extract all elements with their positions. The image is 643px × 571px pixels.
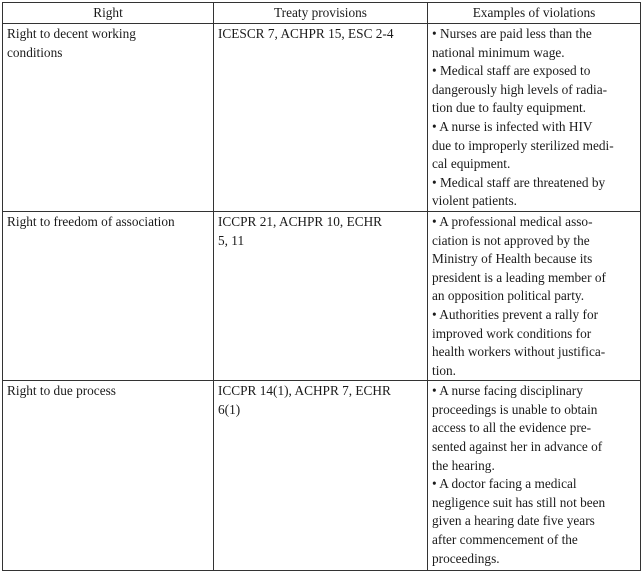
cell-line: negligence suit has still not been (432, 494, 606, 510)
cell-line: sented against her in advance of (432, 439, 603, 455)
table-row (3, 24, 641, 212)
cell-line: an opposition political party. (432, 288, 585, 304)
cell-line: due to improperly sterilized medi- (432, 137, 614, 153)
cell-line: ICCPR 14(1), ACHPR 7, ECHR (218, 383, 391, 399)
cell-line: • A nurse is infected with HIV (432, 118, 593, 134)
cell-line: violent patients. (432, 193, 517, 209)
cell-line: conditions (7, 44, 63, 60)
cell-line: Right to due process (7, 383, 116, 399)
cell-line: ICESCR 7, ACHPR 15, ESC 2-4 (218, 26, 394, 41)
header-row (3, 3, 641, 24)
cell-line: • Medical staff are threatened by (432, 174, 606, 190)
treaty-provisions-cell (214, 381, 428, 571)
cell-line: given a hearing date five years (432, 513, 595, 529)
cell-line: Ministry of Health because its (432, 251, 593, 267)
cell-line: • A professional medical asso- (432, 213, 593, 229)
cell-line: tion. (432, 362, 457, 378)
header-examples-of-violations: Examples of violations (428, 3, 641, 24)
cell-line: tion due to faulty equipment. (432, 100, 586, 116)
cell-line: dangerously high levels of radia- (432, 81, 608, 97)
cell-line: • Nurses are paid less than the (432, 26, 592, 41)
cell-line: after commencement of the (432, 532, 578, 548)
treaty-provisions-cell (214, 211, 428, 380)
cell-line: Right to freedom of association (7, 213, 175, 229)
cell-line: Right to decent working (7, 26, 136, 41)
cell-line: cal equipment. (432, 156, 511, 172)
cell-line: the hearing. (432, 457, 495, 473)
header-right: Right (3, 3, 214, 24)
examples-cell (428, 211, 641, 380)
right-cell (3, 211, 214, 380)
cell-line: health workers without justifica- (432, 344, 606, 360)
right-cell (3, 24, 214, 212)
cell-line: • Authorities prevent a rally for (432, 306, 599, 322)
table-row (3, 381, 641, 571)
treaty-provisions-cell (214, 24, 428, 212)
cell-line: proceedings is unable to obtain (432, 401, 598, 417)
table-row (3, 211, 641, 380)
cell-line: 5, 11 (218, 232, 245, 248)
cell-line: president is a leading member of (432, 269, 606, 285)
cell-line: • Medical staff are exposed to (432, 63, 591, 79)
cell-line: 6(1) (218, 401, 241, 417)
rights-table (2, 2, 641, 571)
cell-line: proceedings. (432, 550, 500, 566)
cell-line: improved work conditions for (432, 325, 592, 341)
right-cell (3, 381, 214, 571)
cell-line: ICCPR 21, ACHPR 10, ECHR (218, 213, 383, 229)
cell-line: • A doctor facing a medical (432, 476, 577, 492)
cell-line: • A nurse facing disciplinary (432, 383, 583, 399)
examples-cell (428, 24, 641, 212)
cell-line: ciation is not approved by the (432, 232, 590, 248)
cell-line: access to all the evidence pre- (432, 420, 592, 436)
examples-cell (428, 381, 641, 571)
cell-line: national minimum wage. (432, 44, 565, 60)
header-treaty-provisions: Treaty provisions (214, 3, 428, 24)
